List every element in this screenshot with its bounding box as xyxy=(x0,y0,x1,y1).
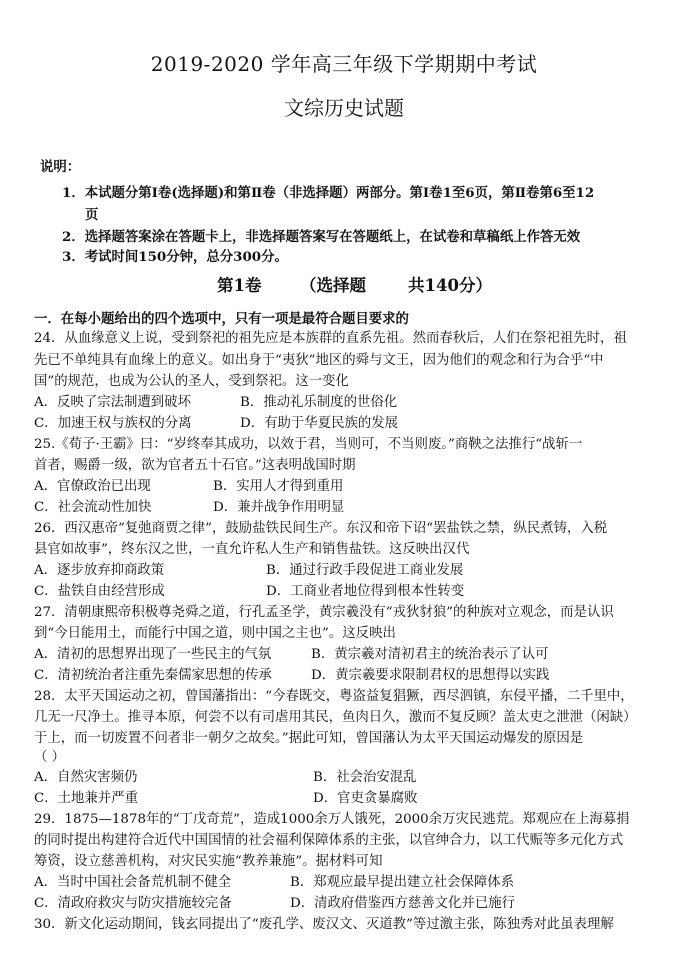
question-26-option-c: C．盐铁自由经营形成 xyxy=(34,584,165,599)
question-25-option-a: A．官僚政治已出现 xyxy=(34,479,151,494)
question-27-option-b: B．黄宗羲对清初君主的统治表示了认可 xyxy=(311,647,549,662)
note-item: 1．本试题分第Ⅰ卷(选择题)和第Ⅱ卷（非选择题）两部分。第Ⅰ卷1至6页，第Ⅱ卷第6至12 xyxy=(62,185,595,201)
question-27-option-a: A．清初的思想界出现了一些民主的气氛 xyxy=(34,647,272,662)
question-24-stem-line: 先已不单纯具有血缘上的意义。如出身于“夷狄”地区的舜与文王，因为他们的观念和行为合乎“中 xyxy=(34,353,604,368)
section-part: 第1卷 xyxy=(217,276,262,295)
question-26-stem-line: 26．西汉惠帝“复弛商贾之律”，鼓励盐铁民间生产。东汉和帝下诏“罢盐铁之禁，纵民煮铸，入税 xyxy=(34,521,608,536)
exam-subtitle: 文综历史试题 xyxy=(284,96,404,120)
question-27-stem-line: 到“今日能用土，而能行中国之道，则中国之主也”。这反映出 xyxy=(34,626,396,641)
question-28-option-a: A．自然灾害频仍 xyxy=(34,770,138,785)
question-29-option-c: C．清政府救灾与防灾措施较完备 xyxy=(34,896,232,911)
question-25-stem-line: 首者，赐爵一级，欲为官者五十石官。”这表明战国时期 xyxy=(34,458,356,473)
note-item: 3．考试时间150分钟，总分300分。 xyxy=(62,249,288,265)
question-25-option-d: D．兼并战争作用明显 xyxy=(213,500,345,515)
question-25-stem-line: 25.《荀子·王霸》曰：“岁终奉其成功，以效于君，当则可，不当则废。”商鞅之法推行“战斩一 xyxy=(34,437,583,452)
question-28-option-b: B．社会治安混乱 xyxy=(313,770,417,785)
question-26-option-d: D．工商业者地位得到根本性转变 xyxy=(266,584,465,599)
question-29-stem-line: 29．1875—1878年的“丁戊奇荒”，造成1000余万人饿死，2000余万灾民逃荒。郑观应在上海募捐 xyxy=(34,812,630,827)
question-28-option-d: D．官吏贪暴腐败 xyxy=(313,791,418,806)
question-29-option-d: D．清政府借鉴西方慈善文化并已施行 xyxy=(290,896,515,911)
question-27-option-d: D．黄宗羲要求限制君权的思想得以实践 xyxy=(311,668,550,683)
question-24-stem-line: 24．从血缘意义上说，受到祭祀的祖先应是本族群的直系先祖。然而春秋后，人们在祭祀祖先时，祖 xyxy=(34,331,627,346)
question-27-option-c: C．清初统治者注重先秦儒家思想的传承 xyxy=(34,668,272,683)
question-25-option-b: B．实用人才得到重用 xyxy=(213,479,344,494)
question-29-option-a: A．当时中国社会备荒机制不健全 xyxy=(34,875,232,890)
question-24-option-b: B．推动礼乐制度的世俗化 xyxy=(240,395,398,410)
question-28-stem-line: 28．太平天国运动之初，曾国藩指出：“今春既交，粤盗益复猖獗，西尽泗镇，东侵平播，二千里中， xyxy=(34,689,634,704)
question-26-option-a: A．逐步放弃抑商政策 xyxy=(34,563,165,578)
question-27-stem-line: 27．清朝康熙帝积极尊尧舜之道，行孔孟圣学，黄宗羲没有“戎狄豺狼”的种族对立观念，而是认识 xyxy=(34,605,614,620)
question-26-stem-line: 县官如故事”，终东汉之世，一直允许私人生产和销售盐铁。这反映出汉代 xyxy=(34,542,470,557)
question-29-stem-line: 筹资，设立慈善机构，对灾民实施“教养兼施”。据材料可知 xyxy=(34,854,383,869)
instruction: 一．在每小题给出的四个选项中，只有一项是最符合题目要求的 xyxy=(34,311,409,327)
question-25-option-c: C．社会流动性加快 xyxy=(34,500,152,515)
question-24-stem-line: 国”的规范，也成为公认的圣人，受到祭祀。这一变化 xyxy=(34,374,349,389)
question-28-answer-blank: （ ） xyxy=(34,750,66,765)
section-type: （选择题 xyxy=(300,276,366,295)
question-28-stem-line: 于上，而一切废置不问者非一朝夕之故矣。”据此可知，曾国藩认为太平天国运动爆发的原因是 xyxy=(34,731,584,746)
question-26-option-b: B．通过行政手段促进工商业发展 xyxy=(266,563,464,578)
question-30-stem-line: 30．新文化运动期间，钱玄同提出了“废孔学、废汉文、灭道教”等过激主张，陈独秀对此虽表理解 xyxy=(34,917,614,932)
question-29-stem-line: 的同时提出构建符合近代中国国情的社会福利保障体系的主张，以官绅合力，以工代赈等多元化方式 xyxy=(34,833,624,848)
notes-heading: 说明： xyxy=(40,159,81,175)
note-item: 页 xyxy=(85,207,99,223)
note-item: 2．选择题答案涂在答题卡上，非选择题答案写在答题纸上，在试卷和草稿纸上作答无效 xyxy=(62,229,581,245)
question-24-option-c: C．加速王权与族权的分离 xyxy=(34,416,192,431)
exam-title: 2019-2020 学年高三年级下学期期中考试 xyxy=(150,52,538,76)
question-28-option-c: C．土地兼并严重 xyxy=(34,791,138,806)
section-total: 共140分） xyxy=(408,276,492,295)
question-24-option-a: A．反映了宗法制遭到破坏 xyxy=(34,395,191,410)
question-24-option-d: D．有助于华夏民族的发展 xyxy=(240,416,399,431)
question-28-stem-line: 几无一尺净土。推寻本原，何尝不以有司虐用其民，鱼肉日久，激而不复反顾？盖太吏之泄泄（闲缺） xyxy=(34,710,637,725)
question-29-option-b: B．郑观应最早提出建立社会保障体系 xyxy=(290,875,515,890)
